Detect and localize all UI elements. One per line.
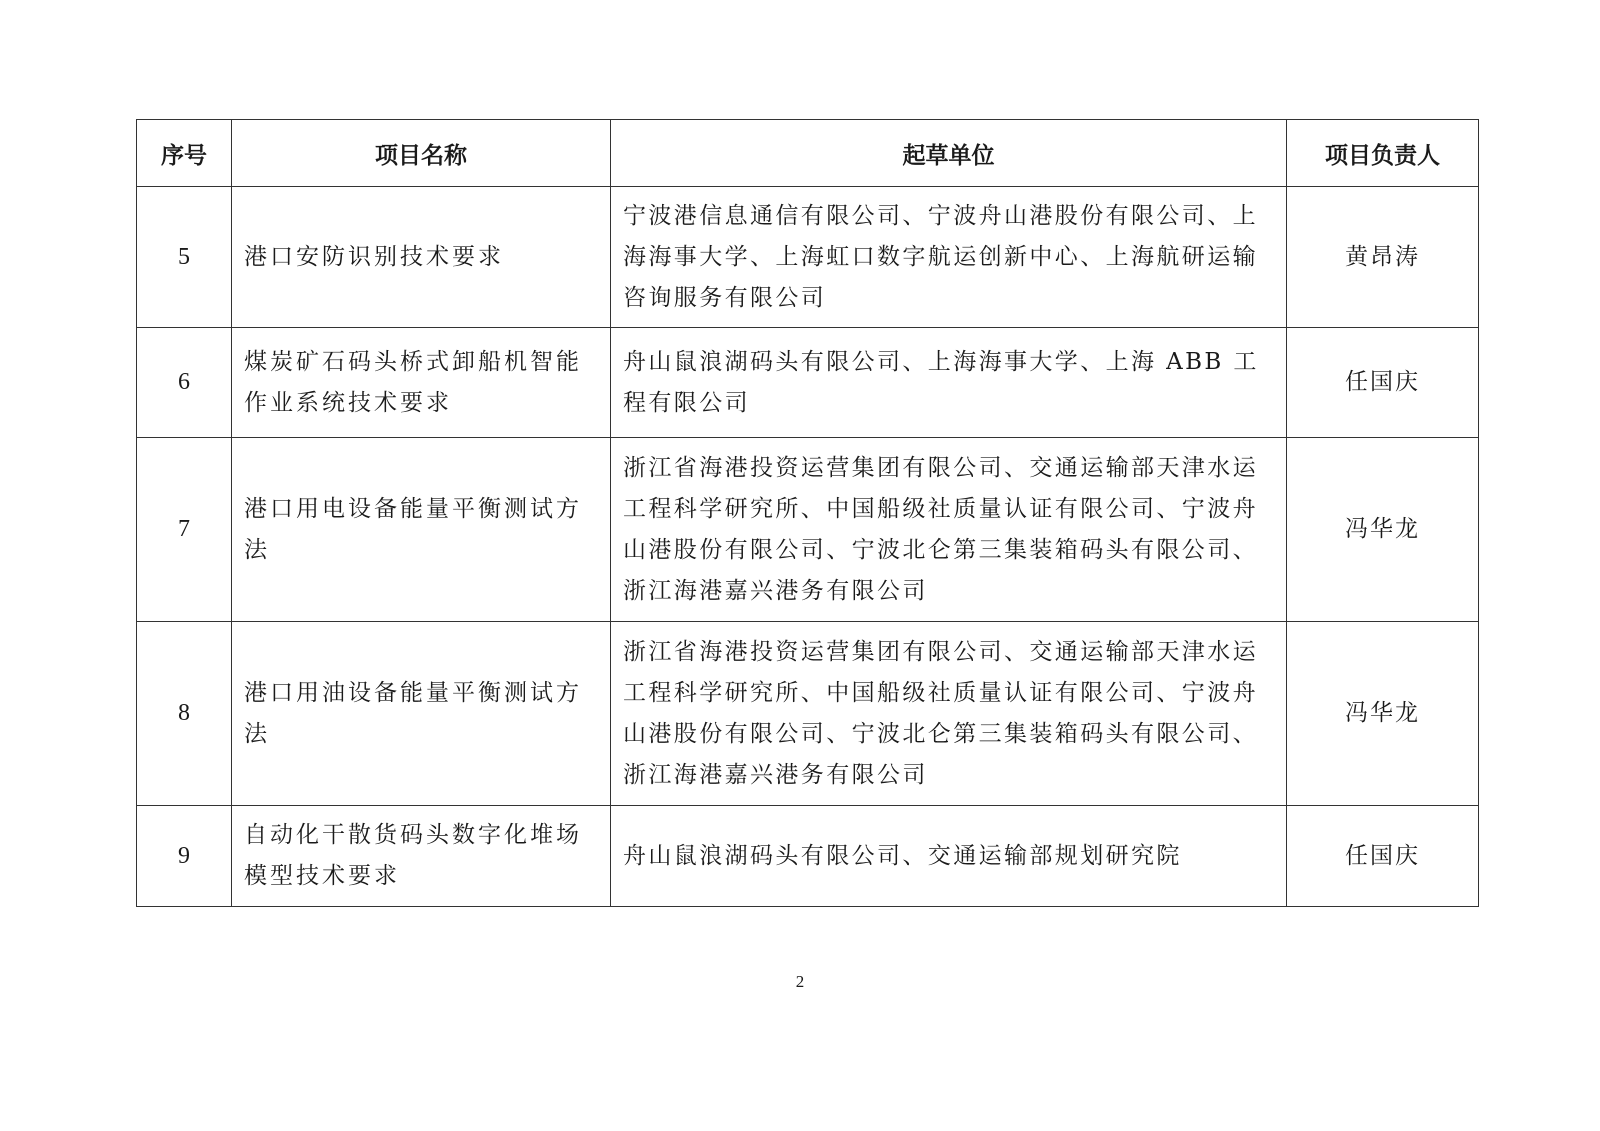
row-serial-number: 8	[137, 622, 232, 806]
row-serial-number: 5	[137, 187, 232, 328]
row-project-lead: 冯华龙	[1287, 438, 1479, 622]
row-serial-number: 6	[137, 328, 232, 438]
table-row	[137, 438, 1479, 622]
row-project-name: 自动化干散货码头数字化堆场模型技术要求	[232, 806, 611, 907]
table-row	[137, 328, 1479, 438]
page-number: 2	[795, 972, 805, 991]
header-serial-number: 序号	[137, 120, 232, 187]
row-drafting-unit: 舟山鼠浪湖码头有限公司、交通运输部规划研究院	[611, 806, 1287, 907]
row-project-name: 煤炭矿石码头桥式卸船机智能作业系统技术要求	[232, 328, 611, 438]
table-header-row	[137, 120, 1479, 187]
row-drafting-unit: 舟山鼠浪湖码头有限公司、上海海事大学、上海 ABB 工程有限公司	[611, 328, 1287, 438]
row-project-lead: 任国庆	[1287, 328, 1479, 438]
table-row	[137, 806, 1479, 907]
header-drafting-unit: 起草单位	[611, 120, 1287, 187]
header-project-name: 项目名称	[232, 120, 611, 187]
table-row	[137, 622, 1479, 806]
header-project-lead: 项目负责人	[1287, 120, 1479, 187]
table-row	[137, 187, 1479, 328]
row-drafting-unit: 浙江省海港投资运营集团有限公司、交通运输部天津水运工程科学研究所、中国船级社质量认证有限公司、宁波舟山港股份有限公司、宁波北仑第三集装箱码头有限公司、浙江海港嘉兴港务有限公司	[611, 622, 1287, 806]
row-project-lead: 任国庆	[1287, 806, 1479, 907]
row-project-lead: 冯华龙	[1287, 622, 1479, 806]
project-table	[136, 119, 1479, 907]
row-project-lead: 黄昂涛	[1287, 187, 1479, 328]
row-drafting-unit: 宁波港信息通信有限公司、宁波舟山港股份有限公司、上海海事大学、上海虹口数字航运创新中心、上海航研运输咨询服务有限公司	[611, 187, 1287, 328]
row-project-name: 港口用油设备能量平衡测试方法	[232, 622, 611, 806]
row-serial-number: 7	[137, 438, 232, 622]
row-serial-number: 9	[137, 806, 232, 907]
row-project-name: 港口用电设备能量平衡测试方法	[232, 438, 611, 622]
row-project-name: 港口安防识别技术要求	[232, 187, 611, 328]
row-drafting-unit: 浙江省海港投资运营集团有限公司、交通运输部天津水运工程科学研究所、中国船级社质量认证有限公司、宁波舟山港股份有限公司、宁波北仑第三集装箱码头有限公司、浙江海港嘉兴港务有限公司	[611, 438, 1287, 622]
